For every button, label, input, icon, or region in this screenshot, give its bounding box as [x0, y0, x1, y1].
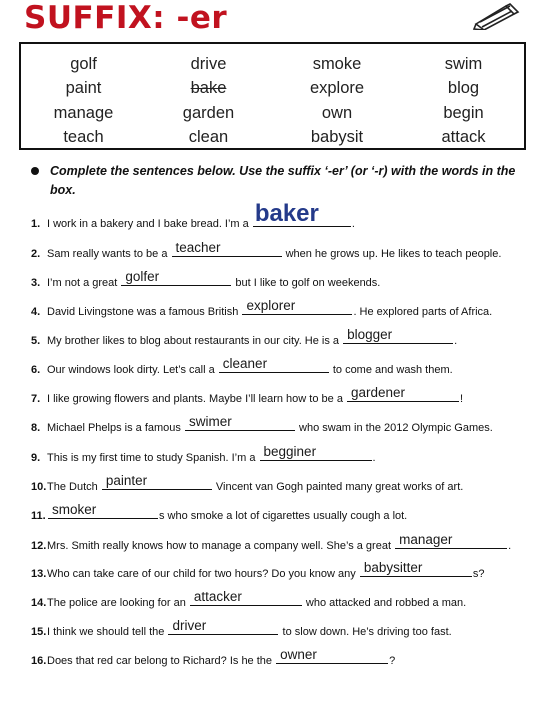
answer-blank[interactable]: [343, 327, 453, 344]
word-cell: swim: [444, 54, 483, 73]
question-number: 6.: [31, 364, 41, 376]
answer-blank[interactable]: [190, 589, 302, 606]
question-15: [31, 618, 452, 638]
question-number: 4.: [31, 306, 41, 318]
question-number: 9.: [31, 452, 41, 464]
question-number: 10.: [31, 481, 47, 493]
word-row: [21, 52, 524, 77]
question-text-after: s who smoke a lot of cigarettes usually cough a lot.: [159, 510, 408, 522]
answer-blank[interactable]: [395, 532, 507, 549]
handwritten-answer: swimer: [188, 414, 232, 429]
question-text-before: Does that red car belong to Richard? Is he the: [47, 655, 276, 667]
question-text-before: The police are looking for an: [47, 597, 189, 609]
question-text-after: .: [508, 540, 512, 552]
answer-blank[interactable]: [253, 200, 351, 227]
answer-blank[interactable]: [185, 414, 295, 431]
question-number: 15.: [31, 626, 47, 638]
question-7: [31, 385, 464, 405]
question-number: 8.: [31, 422, 41, 434]
question-number: 14.: [31, 597, 47, 609]
question-text-before: Sam really wants to be a: [47, 248, 171, 260]
word-cell: attack: [441, 128, 486, 147]
word-cell: babysit: [310, 128, 364, 147]
pencil-icon: [472, 2, 520, 30]
question-text-after: who attacked and robbed a man.: [302, 597, 467, 609]
word-box: [19, 42, 526, 150]
question-text-before: Michael Phelps is a famous: [47, 422, 184, 434]
word-cell: manage: [53, 103, 114, 122]
word-row: [21, 126, 524, 151]
handwritten-answer: cleaner: [222, 356, 268, 371]
answer-blank[interactable]: [168, 618, 278, 635]
question-text-after: to slow down. He’s driving too fast.: [279, 626, 452, 638]
question-number: 12.: [31, 540, 47, 552]
worksheet-title: SUFFIX: -er: [24, 0, 228, 36]
answer-blank[interactable]: [102, 473, 212, 490]
question-text-before: The Dutch: [47, 481, 101, 493]
handwritten-answer: babysitter: [363, 560, 423, 575]
handwritten-answer: attacker: [193, 589, 242, 604]
word-cell: garden: [182, 103, 235, 122]
question-text-before: Mrs. Smith really knows how to manage a company well. She’s a great: [47, 540, 395, 552]
question-2: [31, 240, 502, 260]
question-text-after: !: [460, 393, 464, 405]
question-text-after: when he grows up. He likes to teach people.: [282, 248, 502, 260]
question-number: 3.: [31, 277, 41, 289]
handwritten-answer: smoker: [52, 502, 97, 517]
question-9: [31, 444, 376, 464]
question-text-after: .: [372, 452, 376, 464]
handwritten-answer: painter: [105, 473, 148, 488]
question-16: [31, 647, 396, 667]
handwritten-answer: teacher: [175, 240, 221, 255]
question-text-before: Our windows look dirty. Let’s call a: [47, 364, 218, 376]
word-cell: golf: [70, 54, 97, 73]
question-number: 7.: [31, 393, 41, 405]
handwritten-answer: baker: [254, 200, 319, 227]
handwritten-answer: gardener: [351, 385, 406, 400]
answer-blank[interactable]: [172, 240, 282, 257]
answer-blank[interactable]: [276, 647, 388, 664]
question-text-before: I work in a bakery and I bake bread. I’m a: [47, 218, 252, 230]
word-cell: own: [321, 103, 353, 122]
word-cell: drive: [190, 54, 227, 73]
question-text-after: Vincent van Gogh painted many great works of art.: [212, 481, 464, 493]
word-cell: clean: [188, 128, 229, 147]
answer-blank[interactable]: [48, 502, 158, 519]
question-text-before: This is my first time to study Spanish. I’m a: [47, 452, 259, 464]
question-text-after: to come and wash them.: [329, 364, 453, 376]
question-number: 16.: [31, 655, 47, 667]
question-text-before: I think we should tell the: [47, 626, 168, 638]
question-text-after: s?: [472, 568, 485, 580]
answer-blank[interactable]: [347, 385, 459, 402]
question-11: [31, 502, 408, 522]
answer-blank[interactable]: [242, 298, 352, 315]
word-cell: smoke: [312, 54, 362, 73]
question-5: [31, 327, 458, 347]
answer-blank[interactable]: [360, 560, 472, 577]
handwritten-answer: blogger: [347, 327, 393, 342]
handwritten-answer: golfer: [125, 269, 160, 284]
word-row: [21, 101, 524, 126]
answer-blank[interactable]: [121, 269, 231, 286]
question-10: [31, 473, 464, 493]
question-text-after: who swam in the 2012 Olympic Games.: [295, 422, 493, 434]
question-number: 2.: [31, 248, 41, 260]
question-text-after: . He explored parts of Africa.: [353, 306, 493, 318]
handwritten-answer: driver: [172, 618, 207, 633]
question-6: [31, 356, 453, 376]
question-4: [31, 298, 493, 318]
question-number: 1.: [31, 218, 41, 230]
word-row: [21, 77, 524, 102]
question-number: 11.: [31, 510, 46, 522]
question-13: [31, 560, 485, 580]
word-cell: bake: [190, 79, 227, 98]
question-number: 5.: [31, 335, 41, 347]
question-text-after: ?: [389, 655, 396, 667]
question-text-before: Who can take care of our child for two hours? Do you know any: [47, 568, 359, 580]
question-text-before: I’m not a great: [47, 277, 121, 289]
answer-blank[interactable]: [219, 356, 329, 373]
word-cell: teach: [63, 128, 104, 147]
question-text-after: .: [454, 335, 458, 347]
handwritten-answer: explorer: [246, 298, 296, 313]
instructions: Complete the sentences below. Use the suffix ‘-er’ (or ‘-r) with the words in the box.: [50, 164, 516, 197]
question-text-before: David Livingstone was a famous British: [47, 306, 242, 318]
question-text-after: .: [351, 218, 355, 230]
question-text-after: but I like to golf on weekends.: [232, 277, 381, 289]
word-cell: blog: [447, 79, 480, 98]
handwritten-answer: manager: [399, 532, 453, 547]
word-cell: begin: [443, 103, 484, 122]
word-cell: paint: [65, 79, 102, 98]
question-8: [31, 414, 493, 434]
question-text-before: My brother likes to blog about restaurants in our city. He is a: [47, 335, 343, 347]
question-12: [31, 532, 512, 552]
question-3: [31, 269, 381, 289]
question-number: 13.: [31, 568, 47, 580]
question-1: [31, 200, 355, 230]
handwritten-answer: begginer: [263, 444, 317, 459]
handwritten-answer: owner: [280, 647, 317, 662]
word-cell: explore: [309, 79, 365, 98]
question-text-before: I like growing flowers and plants. Maybe I’ll learn how to be a: [47, 393, 346, 405]
question-14: [31, 589, 467, 609]
answer-blank[interactable]: [260, 444, 372, 461]
